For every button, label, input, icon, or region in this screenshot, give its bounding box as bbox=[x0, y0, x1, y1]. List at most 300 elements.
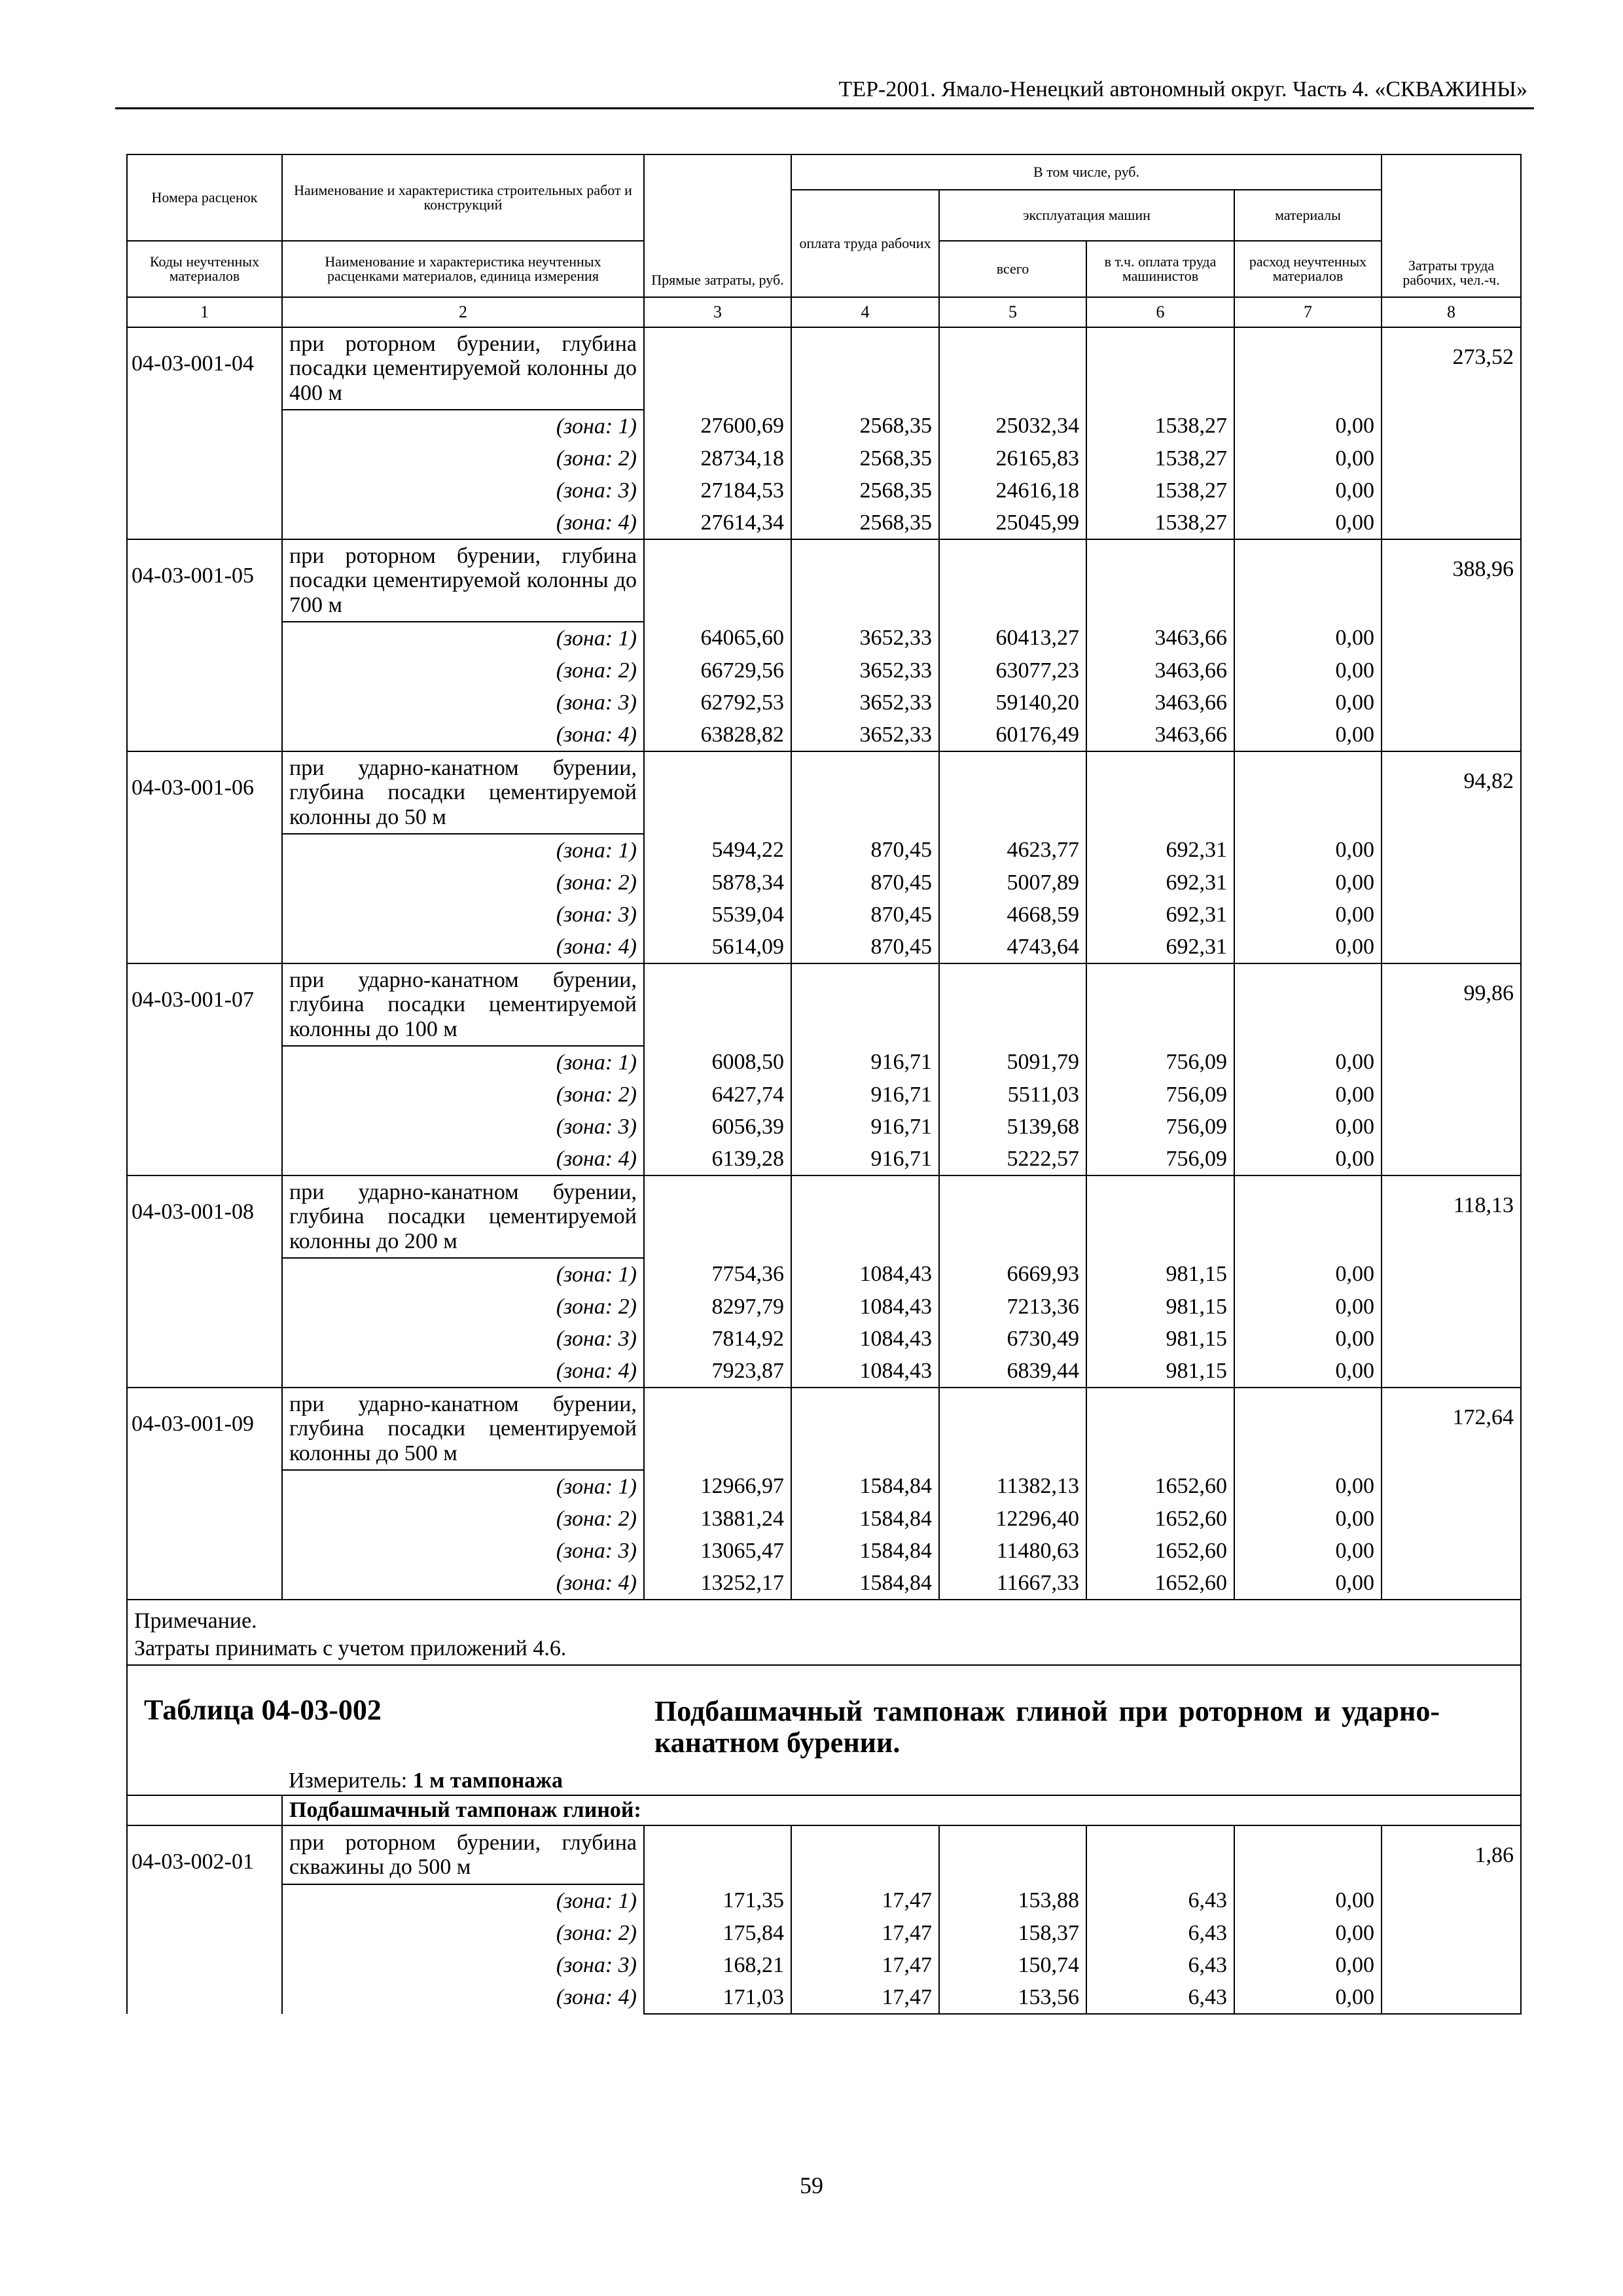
zone-wages: 870,45 bbox=[791, 931, 939, 963]
head-materials-group: материалы bbox=[1234, 190, 1382, 241]
head-labor: Затраты труда рабочих, чел.-ч. bbox=[1382, 154, 1521, 297]
zone-wages: 1084,43 bbox=[791, 1323, 939, 1355]
zone-direct-costs: 6056,39 bbox=[644, 1111, 791, 1143]
rate-row bbox=[127, 327, 1521, 410]
zone-direct-costs: 63828,82 bbox=[644, 719, 791, 751]
empty-cell bbox=[791, 539, 939, 622]
zone-row bbox=[127, 687, 1521, 719]
zone-materials: 0,00 bbox=[1234, 507, 1382, 539]
rate-code: 04-03-001-09 bbox=[127, 1388, 282, 1600]
zone-machines-wages: 756,09 bbox=[1086, 1143, 1234, 1175]
rate-labor: 273,52 bbox=[1382, 327, 1521, 539]
empty-cell bbox=[791, 1388, 939, 1470]
zone-machines-wages: 692,31 bbox=[1086, 867, 1234, 899]
zone-row bbox=[127, 1355, 1521, 1388]
table2-meter-row bbox=[127, 1767, 1521, 1795]
rate-labor: 94,82 bbox=[1382, 751, 1521, 963]
rate-code: 04-03-001-06 bbox=[127, 751, 282, 963]
zone-materials: 0,00 bbox=[1234, 1291, 1382, 1323]
zone-materials: 0,00 bbox=[1234, 1917, 1382, 1949]
rate-labor: 118,13 bbox=[1382, 1175, 1521, 1388]
rate-labor: 1,86 bbox=[1382, 1825, 1521, 2014]
zone-label: (зона: 4) bbox=[282, 931, 644, 963]
zone-row bbox=[127, 1470, 1521, 1503]
empty-cell bbox=[1086, 1175, 1234, 1258]
zone-wages: 1584,84 bbox=[791, 1567, 939, 1600]
rates2-body bbox=[127, 1825, 1521, 2014]
zone-direct-costs: 8297,79 bbox=[644, 1291, 791, 1323]
zone-materials: 0,00 bbox=[1234, 1981, 1382, 2014]
zone-direct-costs: 6427,74 bbox=[644, 1079, 791, 1111]
zone-machines-wages: 692,31 bbox=[1086, 931, 1234, 963]
zone-machines-total: 158,37 bbox=[939, 1917, 1086, 1949]
zone-machines-total: 60413,27 bbox=[939, 622, 1086, 655]
table2-number: Таблица 04-03-002 bbox=[144, 1694, 382, 1726]
rates-table bbox=[126, 154, 1522, 2015]
rate-row bbox=[127, 1825, 1521, 1884]
zone-machines-total: 7213,36 bbox=[939, 1291, 1086, 1323]
empty-cell bbox=[644, 1825, 791, 1884]
zone-machines-wages: 3463,66 bbox=[1086, 655, 1234, 687]
zone-row bbox=[127, 931, 1521, 963]
zone-row bbox=[127, 475, 1521, 507]
zone-direct-costs: 12966,97 bbox=[644, 1470, 791, 1503]
zone-machines-wages: 981,15 bbox=[1086, 1323, 1234, 1355]
note-text: Затраты принимать с учетом приложений 4.6. bbox=[127, 1632, 1521, 1665]
zone-direct-costs: 171,35 bbox=[644, 1884, 791, 1917]
zone-label: (зона: 3) bbox=[282, 1949, 644, 1981]
empty-cell bbox=[1086, 963, 1234, 1046]
zone-label: (зона: 4) bbox=[282, 1355, 644, 1388]
table2-section bbox=[282, 1795, 1521, 1825]
zone-machines-wages: 1652,60 bbox=[1086, 1567, 1234, 1600]
zone-machines-wages: 6,43 bbox=[1086, 1917, 1234, 1949]
zone-row bbox=[127, 507, 1521, 539]
empty-cell bbox=[1234, 327, 1382, 410]
zone-machines-total: 6669,93 bbox=[939, 1258, 1086, 1291]
zone-machines-wages: 3463,66 bbox=[1086, 719, 1234, 751]
empty-cell bbox=[791, 327, 939, 410]
zone-wages: 2568,35 bbox=[791, 410, 939, 442]
zone-direct-costs: 5494,22 bbox=[644, 834, 791, 867]
zone-machines-wages: 1538,27 bbox=[1086, 475, 1234, 507]
zone-materials: 0,00 bbox=[1234, 1323, 1382, 1355]
zone-materials: 0,00 bbox=[1234, 1143, 1382, 1175]
zone-machines-wages: 1652,60 bbox=[1086, 1503, 1234, 1535]
zone-wages: 3652,33 bbox=[791, 622, 939, 655]
zone-machines-total: 5007,89 bbox=[939, 867, 1086, 899]
rate-description: при ударно-канатном бурении, глубина посадки цементируемой колонны до 200 м bbox=[282, 1175, 644, 1258]
zone-row bbox=[127, 1917, 1521, 1949]
zone-label: (зона: 2) bbox=[282, 867, 644, 899]
zone-materials: 0,00 bbox=[1234, 719, 1382, 751]
zone-wages: 1584,84 bbox=[791, 1470, 939, 1503]
rate-labor: 388,96 bbox=[1382, 539, 1521, 751]
zone-row bbox=[127, 1884, 1521, 1917]
section-label: Подбашмачный тампонаж глиной: bbox=[289, 1798, 641, 1822]
zone-row bbox=[127, 1503, 1521, 1535]
empty-cell bbox=[1086, 1388, 1234, 1470]
empty-cell bbox=[791, 751, 939, 834]
rate-code: 04-03-001-05 bbox=[127, 539, 282, 751]
zone-direct-costs: 64065,60 bbox=[644, 622, 791, 655]
table2-title-row bbox=[127, 1665, 1521, 1767]
zone-row bbox=[127, 655, 1521, 687]
zone-direct-costs: 7754,36 bbox=[644, 1258, 791, 1291]
zone-materials: 0,00 bbox=[1234, 410, 1382, 442]
zone-wages: 916,71 bbox=[791, 1046, 939, 1079]
zone-machines-total: 11480,63 bbox=[939, 1535, 1086, 1567]
zone-machines-wages: 1538,27 bbox=[1086, 442, 1234, 475]
zone-machines-wages: 981,15 bbox=[1086, 1291, 1234, 1323]
zone-label: (зона: 1) bbox=[282, 622, 644, 655]
empty-cell bbox=[939, 963, 1086, 1046]
zone-label: (зона: 1) bbox=[282, 834, 644, 867]
empty-cell bbox=[1234, 751, 1382, 834]
zone-direct-costs: 5614,09 bbox=[644, 931, 791, 963]
running-header-title: ТЕР-2001. Ямало-Ненецкий автономный округ. Часть 4. «СКВАЖИНЫ» bbox=[838, 77, 1527, 101]
column-number: 2 bbox=[282, 297, 644, 327]
zone-materials: 0,00 bbox=[1234, 442, 1382, 475]
zone-row bbox=[127, 1981, 1521, 2014]
head-name-top: Наименование и характеристика строительных работ и конструкций bbox=[282, 154, 644, 241]
zone-direct-costs: 13065,47 bbox=[644, 1535, 791, 1567]
zone-materials: 0,00 bbox=[1234, 931, 1382, 963]
column-number: 8 bbox=[1382, 297, 1521, 327]
empty-cell bbox=[644, 751, 791, 834]
rate-description: при ударно-канатном бурении, глубина посадки цементируемой колонны до 100 м bbox=[282, 963, 644, 1046]
zone-machines-wages: 981,15 bbox=[1086, 1355, 1234, 1388]
zone-label: (зона: 2) bbox=[282, 1503, 644, 1535]
zone-machines-total: 11667,33 bbox=[939, 1567, 1086, 1600]
empty-cell bbox=[1234, 539, 1382, 622]
zone-machines-total: 5511,03 bbox=[939, 1079, 1086, 1111]
zone-machines-wages: 756,09 bbox=[1086, 1111, 1234, 1143]
zone-materials: 0,00 bbox=[1234, 867, 1382, 899]
zone-label: (зона: 2) bbox=[282, 1079, 644, 1111]
zone-machines-total: 59140,20 bbox=[939, 687, 1086, 719]
zone-label: (зона: 3) bbox=[282, 1535, 644, 1567]
rate-description: при ударно-канатном бурении, глубина посадки цементируемой колонны до 500 м bbox=[282, 1388, 644, 1470]
meter-value: 1 м тампонажа bbox=[412, 1768, 563, 1793]
zone-label: (зона: 3) bbox=[282, 475, 644, 507]
zone-row bbox=[127, 867, 1521, 899]
zone-wages: 916,71 bbox=[791, 1111, 939, 1143]
meter-label: Измеритель: bbox=[289, 1768, 408, 1793]
zone-direct-costs: 168,21 bbox=[644, 1949, 791, 1981]
zone-wages: 17,47 bbox=[791, 1917, 939, 1949]
zone-direct-costs: 13252,17 bbox=[644, 1567, 791, 1600]
head-code-top: Номера расценок bbox=[127, 154, 282, 241]
zone-materials: 0,00 bbox=[1234, 475, 1382, 507]
zone-row bbox=[127, 899, 1521, 931]
empty-cell bbox=[1234, 963, 1382, 1046]
zone-wages: 1584,84 bbox=[791, 1535, 939, 1567]
empty-cell bbox=[644, 963, 791, 1046]
zone-machines-wages: 1538,27 bbox=[1086, 507, 1234, 539]
zone-machines-total: 4668,59 bbox=[939, 899, 1086, 931]
zone-materials: 0,00 bbox=[1234, 1949, 1382, 1981]
zone-direct-costs: 7814,92 bbox=[644, 1323, 791, 1355]
column-number: 1 bbox=[127, 297, 282, 327]
zone-wages: 2568,35 bbox=[791, 442, 939, 475]
zone-label: (зона: 1) bbox=[282, 1258, 644, 1291]
zone-label: (зона: 2) bbox=[282, 1291, 644, 1323]
section-spacer bbox=[127, 1795, 282, 1825]
rate-description: при роторном бурении, глубина посадки цементируемой колонны до 700 м bbox=[282, 539, 644, 622]
zone-materials: 0,00 bbox=[1234, 687, 1382, 719]
zone-machines-total: 5091,79 bbox=[939, 1046, 1086, 1079]
zone-row bbox=[127, 1291, 1521, 1323]
rate-description: при ударно-канатном бурении, глубина посадки цементируемой колонны до 50 м bbox=[282, 751, 644, 834]
zone-materials: 0,00 bbox=[1234, 1470, 1382, 1503]
zone-label: (зона: 3) bbox=[282, 687, 644, 719]
empty-cell bbox=[1086, 539, 1234, 622]
zone-direct-costs: 175,84 bbox=[644, 1917, 791, 1949]
zone-machines-total: 11382,13 bbox=[939, 1470, 1086, 1503]
zone-wages: 2568,35 bbox=[791, 475, 939, 507]
zone-row bbox=[127, 1046, 1521, 1079]
column-number: 3 bbox=[644, 297, 791, 327]
zone-machines-total: 5222,57 bbox=[939, 1143, 1086, 1175]
zone-machines-total: 6730,49 bbox=[939, 1323, 1086, 1355]
zone-label: (зона: 4) bbox=[282, 1981, 644, 2014]
head-wages: оплата труда рабочих bbox=[791, 190, 939, 297]
zone-machines-total: 24616,18 bbox=[939, 475, 1086, 507]
zone-wages: 870,45 bbox=[791, 834, 939, 867]
rates-table-body bbox=[127, 154, 1521, 327]
rate-code: 04-03-002-01 bbox=[127, 1825, 282, 2014]
empty-cell bbox=[1234, 1388, 1382, 1470]
zone-machines-wages: 692,31 bbox=[1086, 834, 1234, 867]
zone-label: (зона: 2) bbox=[282, 442, 644, 475]
rate-labor: 172,64 bbox=[1382, 1388, 1521, 1600]
zone-label: (зона: 1) bbox=[282, 1470, 644, 1503]
column-number: 6 bbox=[1086, 297, 1234, 327]
page-number: 59 bbox=[800, 2172, 823, 2198]
table2-title: Подбашмачный тампонаж глиной при роторном и ударно-канатном бурении. bbox=[654, 1695, 1440, 1759]
zone-wages: 17,47 bbox=[791, 1884, 939, 1917]
zone-machines-wages: 756,09 bbox=[1086, 1079, 1234, 1111]
zone-wages: 916,71 bbox=[791, 1143, 939, 1175]
zone-direct-costs: 13881,24 bbox=[644, 1503, 791, 1535]
table2-section-row bbox=[127, 1795, 1521, 1825]
zone-label: (зона: 2) bbox=[282, 1917, 644, 1949]
column-number: 7 bbox=[1234, 297, 1382, 327]
zone-machines-wages: 3463,66 bbox=[1086, 622, 1234, 655]
empty-cell bbox=[939, 1175, 1086, 1258]
zone-machines-total: 150,74 bbox=[939, 1949, 1086, 1981]
zone-label: (зона: 4) bbox=[282, 1567, 644, 1600]
note-text-row bbox=[127, 1632, 1521, 1665]
head-machines-total: всего bbox=[939, 241, 1086, 297]
zone-machines-total: 5139,68 bbox=[939, 1111, 1086, 1143]
zone-wages: 1084,43 bbox=[791, 1258, 939, 1291]
empty-cell bbox=[644, 1175, 791, 1258]
rate-code: 04-03-001-07 bbox=[127, 963, 282, 1175]
zone-row bbox=[127, 719, 1521, 751]
zone-machines-total: 153,88 bbox=[939, 1884, 1086, 1917]
zone-machines-wages: 1652,60 bbox=[1086, 1535, 1234, 1567]
empty-cell bbox=[939, 1825, 1086, 1884]
zone-label: (зона: 4) bbox=[282, 507, 644, 539]
zone-machines-wages: 756,09 bbox=[1086, 1046, 1234, 1079]
table2-meter bbox=[282, 1767, 1521, 1795]
empty-cell bbox=[939, 1388, 1086, 1470]
zone-materials: 0,00 bbox=[1234, 1111, 1382, 1143]
zone-row bbox=[127, 1111, 1521, 1143]
zone-materials: 0,00 bbox=[1234, 1567, 1382, 1600]
zone-label: (зона: 3) bbox=[282, 1111, 644, 1143]
empty-cell bbox=[1086, 751, 1234, 834]
column-numbers-row bbox=[127, 297, 1521, 327]
zone-wages: 17,47 bbox=[791, 1949, 939, 1981]
zone-direct-costs: 5878,34 bbox=[644, 867, 791, 899]
zone-machines-total: 4623,77 bbox=[939, 834, 1086, 867]
head-including: В том числе, руб. bbox=[791, 154, 1382, 190]
rate-code: 04-03-001-08 bbox=[127, 1175, 282, 1388]
zone-machines-wages: 6,43 bbox=[1086, 1981, 1234, 2014]
meter-spacer bbox=[127, 1767, 282, 1795]
head-machines-wages: в т.ч. оплата труда машинистов bbox=[1086, 241, 1234, 297]
zone-materials: 0,00 bbox=[1234, 834, 1382, 867]
zone-machines-total: 6839,44 bbox=[939, 1355, 1086, 1388]
zone-row bbox=[127, 622, 1521, 655]
zone-label: (зона: 4) bbox=[282, 1143, 644, 1175]
zone-wages: 1084,43 bbox=[791, 1291, 939, 1323]
rate-description: при роторном бурении, глубина скважины до 500 м bbox=[282, 1825, 644, 1884]
zone-wages: 1084,43 bbox=[791, 1355, 939, 1388]
note-title: Примечание. bbox=[127, 1600, 1521, 1632]
zone-materials: 0,00 bbox=[1234, 1079, 1382, 1111]
zone-wages: 3652,33 bbox=[791, 687, 939, 719]
zone-direct-costs: 66729,56 bbox=[644, 655, 791, 687]
zone-row bbox=[127, 834, 1521, 867]
zone-row bbox=[127, 442, 1521, 475]
zone-machines-wages: 6,43 bbox=[1086, 1949, 1234, 1981]
head-materials: расход неучтенных материалов bbox=[1234, 241, 1382, 297]
zone-row bbox=[127, 1143, 1521, 1175]
zone-machines-wages: 1538,27 bbox=[1086, 410, 1234, 442]
rate-description: при роторном бурении, глубина посадки цементируемой колонны до 400 м bbox=[282, 327, 644, 410]
zone-machines-total: 12296,40 bbox=[939, 1503, 1086, 1535]
zone-wages: 870,45 bbox=[791, 899, 939, 931]
zone-wages: 2568,35 bbox=[791, 507, 939, 539]
zone-row bbox=[127, 1949, 1521, 1981]
empty-cell bbox=[1234, 1175, 1382, 1258]
zone-label: (зона: 1) bbox=[282, 410, 644, 442]
head-name-bottom: Наименование и характеристика неучтенных расценками материалов, единица измерения bbox=[282, 241, 644, 297]
zone-machines-wages: 1652,60 bbox=[1086, 1470, 1234, 1503]
zone-machines-total: 25032,34 bbox=[939, 410, 1086, 442]
zone-machines-wages: 6,43 bbox=[1086, 1884, 1234, 1917]
zone-direct-costs: 171,03 bbox=[644, 1981, 791, 2014]
zone-machines-total: 4743,64 bbox=[939, 931, 1086, 963]
note-row bbox=[127, 1600, 1521, 1632]
zone-label: (зона: 1) bbox=[282, 1884, 644, 1917]
zone-direct-costs: 7923,87 bbox=[644, 1355, 791, 1388]
empty-cell bbox=[791, 963, 939, 1046]
zone-machines-wages: 981,15 bbox=[1086, 1258, 1234, 1291]
zone-wages: 3652,33 bbox=[791, 655, 939, 687]
rate-labor: 99,86 bbox=[1382, 963, 1521, 1175]
zone-machines-wages: 692,31 bbox=[1086, 899, 1234, 931]
zone-materials: 0,00 bbox=[1234, 1355, 1382, 1388]
running-header bbox=[115, 75, 1534, 109]
empty-cell bbox=[939, 327, 1086, 410]
zone-direct-costs: 28734,18 bbox=[644, 442, 791, 475]
zone-row bbox=[127, 1535, 1521, 1567]
empty-cell bbox=[1086, 1825, 1234, 1884]
table2-header bbox=[127, 1665, 1521, 1767]
zone-direct-costs: 27184,53 bbox=[644, 475, 791, 507]
column-number: 5 bbox=[939, 297, 1086, 327]
zone-materials: 0,00 bbox=[1234, 1503, 1382, 1535]
empty-cell bbox=[791, 1825, 939, 1884]
empty-cell bbox=[1234, 1825, 1382, 1884]
zone-wages: 17,47 bbox=[791, 1981, 939, 2014]
zone-direct-costs: 62792,53 bbox=[644, 687, 791, 719]
zone-row bbox=[127, 1323, 1521, 1355]
zone-wages: 916,71 bbox=[791, 1079, 939, 1111]
zone-materials: 0,00 bbox=[1234, 1884, 1382, 1917]
zone-direct-costs: 6008,50 bbox=[644, 1046, 791, 1079]
note-body bbox=[127, 1600, 1521, 1825]
rate-row bbox=[127, 1388, 1521, 1470]
zone-materials: 0,00 bbox=[1234, 899, 1382, 931]
zone-label: (зона: 2) bbox=[282, 655, 644, 687]
zone-materials: 0,00 bbox=[1234, 1258, 1382, 1291]
zone-machines-total: 25045,99 bbox=[939, 507, 1086, 539]
zone-materials: 0,00 bbox=[1234, 1535, 1382, 1567]
zone-materials: 0,00 bbox=[1234, 622, 1382, 655]
zone-machines-total: 153,56 bbox=[939, 1981, 1086, 2014]
empty-cell bbox=[791, 1175, 939, 1258]
zone-row bbox=[127, 1258, 1521, 1291]
zone-row bbox=[127, 1567, 1521, 1600]
empty-cell bbox=[1086, 327, 1234, 410]
head-machines: эксплуатация машин bbox=[939, 190, 1234, 241]
column-number: 4 bbox=[791, 297, 939, 327]
zone-direct-costs: 27600,69 bbox=[644, 410, 791, 442]
zone-machines-total: 60176,49 bbox=[939, 719, 1086, 751]
empty-cell bbox=[644, 539, 791, 622]
table-head-row-1 bbox=[127, 154, 1521, 190]
zone-wages: 3652,33 bbox=[791, 719, 939, 751]
zone-label: (зона: 3) bbox=[282, 899, 644, 931]
rate-row bbox=[127, 963, 1521, 1046]
zone-direct-costs: 6139,28 bbox=[644, 1143, 791, 1175]
zone-row bbox=[127, 1079, 1521, 1111]
rate-row bbox=[127, 539, 1521, 622]
zone-label: (зона: 1) bbox=[282, 1046, 644, 1079]
zone-wages: 1584,84 bbox=[791, 1503, 939, 1535]
zone-direct-costs: 5539,04 bbox=[644, 899, 791, 931]
empty-cell bbox=[939, 751, 1086, 834]
zone-row bbox=[127, 410, 1521, 442]
rate-row bbox=[127, 751, 1521, 834]
empty-cell bbox=[644, 1388, 791, 1470]
rate-code: 04-03-001-04 bbox=[127, 327, 282, 539]
zone-label: (зона: 3) bbox=[282, 1323, 644, 1355]
head-code-bottom: Коды неучтенных материалов bbox=[127, 241, 282, 297]
table2-title-block bbox=[128, 1696, 1520, 1759]
rate-row bbox=[127, 1175, 1521, 1258]
zone-label: (зона: 4) bbox=[282, 719, 644, 751]
empty-cell bbox=[939, 539, 1086, 622]
zone-machines-total: 63077,23 bbox=[939, 655, 1086, 687]
zone-materials: 0,00 bbox=[1234, 655, 1382, 687]
